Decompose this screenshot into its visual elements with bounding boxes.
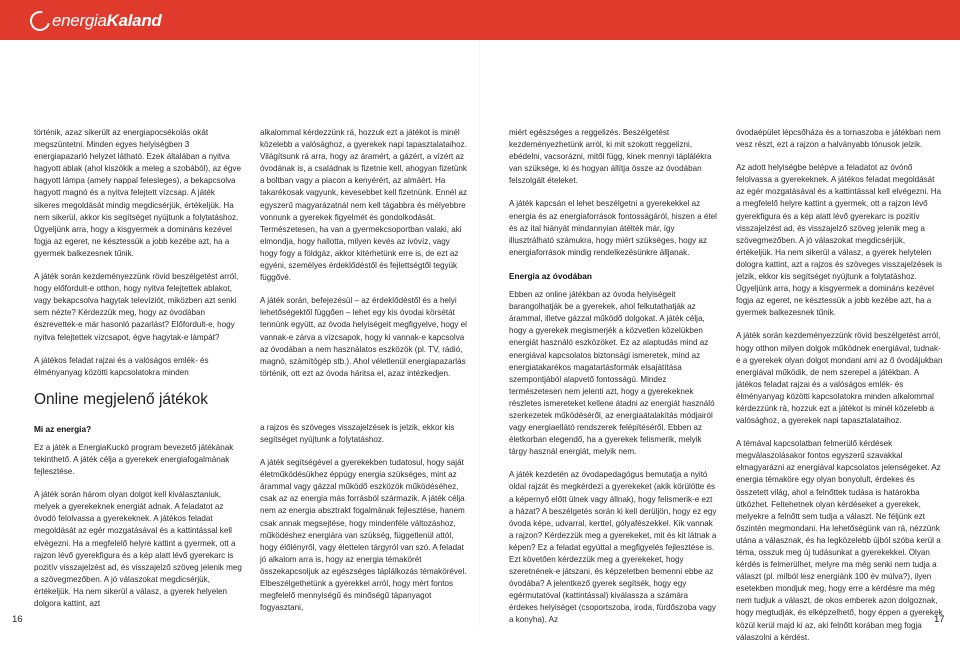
paragraph: A játék során három olyan dolgot kell kiválasztaniuk, melyek a gyerekeknek energiát adnak. A feladatot az óvodó felolvassa a gyerekeknek. A játékos feladat megoldását az egér mozgatásával és a kattintással kell elvégezni. Ha a megfelelő helyre kattint a gyermek, ott a rajzon lévő gyerekfigura és a kép alatt lévő gyerekarc is pozitív visszajelzést ad, és visszajelző szöveg jelenik meg a szövegmezőben. A jó válaszokat megdicsérjük, értékeljük. Ha nem sikerül a válasz, a gyerek helyelen dolgora kattint, azt [34, 490, 242, 608]
paragraph: A játék során kezdeményezzünk rövid beszélgetést arról, hogy előfordult-e otthon, hogy nyitva felejtettek ablakot, vagy bekapcsolva hagytak televíziót, miközben azt senki sem nézte? Kérdezzük meg, hogy az óvodában észrevettek-e már hasonló pazarlást? Előfordult-e, hogy nyitva felejtettek vízcsapot, égve hagytak-e lámpát? [34, 272, 239, 342]
paragraph: a rajzos és szöveges visszajelzések is jelzik, ekkor kis segítséget nyújtunk a folytatáshoz. [260, 422, 455, 444]
logo-swoosh-icon [26, 7, 53, 34]
column-4 [736, 127, 944, 655]
paragraph: alkalommal kérdezzünk rá, hozzuk ezt a játékot is minél közelebb a valósághoz, a gyerekek napi tapasztalataihoz. Világítsunk rá arra, hogy az áramért, a gázért, a vízért az óvodának is, a családnak is fizetnie kell, ahogyan fizetünk a boltban vagy a piacon a kenyérért, az almáért. Ha takarékosak vagyunk, kevesebbet kell fizetnünk. Ennél az egyszerű magyarázatnál nem kell tágabbra és mélyebbre vonnunk a gyerekek figyelmét és gondolkodását. Természetesen, ha van a gyermekcsoportban valaki, aki elmondja, hogy hallotta, milyen kevés az ivóvíz, vagy hogy fogy a földgáz, akkor kitérhetünk erre is, de ezt az egyéni, személyes érdeklődéstől és fejlettségtől tegyük függővé. [260, 128, 467, 283]
subheading: Mi az energia? [34, 423, 92, 434]
page-number-left: 16 [12, 614, 23, 625]
section-heading: Online megjelenő játékok [34, 390, 209, 408]
paragraph: Az adott helyiségbe belépve a feladatot az óvónő felolvassa a gyerekeknek. A játékos feladat megoldását az egér mozgatásával és a kattintással kell elvégezni. Ha a megfelelő helyre kattint a gyermek, ott a rajzon lévő gyerekfigura és a kép alatt lévő gyerekarc is pozitív visszajelzést ad, és visszajelző szöveg jelenik meg a szövegmezőben. A jó válaszokat megdicsérjük, értékeljük. Ha nem sikerül a válasz, a gyerek helytelen dologra kattint, azt a rajzos és szöveges visszajelzések is jelzik, ekkor kis segítséget nyújtunk a folytatáshoz. Ügyeljünk arra, hogy a kisgyermek a domináns kezével fogja az egeret, ne késztessük a jobb kezébe azt, ha a gyermek balkezesnek tűnik. [736, 163, 943, 318]
paragraph: A játék során kezdeményezzünk rövid beszélgetést arról, hogy otthon milyen dolgok működnek energiával, tudnak-e a gyerekek olyan dolgot mondani ami az ő óvodájukban energiával működik, de nem szerepel a játékban. A játékos feladat rajzai és a valóságos emlék- és élményanyag közötti kapcsolatokra minden alkalommal kérdezzünk rá, hozzuk ezt a játékot is minél közelebb a valósághoz, a gyerekek napi tapasztalataihoz. [736, 331, 943, 426]
paragraph: miért egészséges a reggelizés. Beszélgetést kezdeményezhetünk arról, ki mit szokott reggelizni, ebédelni, vacsorázni, mitől függ, kinek mennyi táplálékra van szüksége, ki és hogyan állítja össze az óvodában felszolgált ételeket. [509, 128, 712, 186]
paragraph: A játék kezdetén az óvodapedagógus bemutatja a nyitó oldal rajzát és megkérdezi a gyerekeket (akik körülötte és a képernyő előtt ülnek vagy állnak), hogy felismerik-e ezt a házat? A beszélgetés során ki kell derüljön, hogy ez egy óvoda képe, udvarral, kerttel, gólyafészekkel. Kik vannak a rajzon? Kérdezzük meg a gyerekeket, mit és kit látnak a képen? Ez a feladat egyúttal a megfigyelés fejlesztése is. Ezt követően kérdezzük meg a gyerekeket, hogy szeretnének-e játszani, és képzeletben bemenni ebbe az óvodába? A jelentkező gyerek segítsék, hogy egy egérmutatóval (kattintással) kiválassza a számára érdekes helyiséget (csoportszoba, iroda, fürdőszoba vagy a konyha). Az [509, 470, 717, 625]
paragraph: Ez a játék a EnergiaKuckó program bevezető játékának tekinthető. A játék célja a gyerekek energiafogalmának fejlesztése. [34, 442, 234, 477]
column-1 [34, 127, 242, 621]
subheading: Energia az óvodában [509, 270, 592, 281]
paragraph: A játékos feladat rajzai és a valóságos emlék- és élményanyag közötti kapcsolatokra minden [34, 355, 209, 377]
paragraph: A témával kapcsolatban felmerülő kérdések megválaszolásakor fontos egyszerű szavakkal elmagyarázni az energiával kapcsolatos jelenségeket. Az energia témaköre egy olyan bonyolult, érdekes és összetett világ, ahol a felnőttek tudása is határokba ütközhet. Feltehetnek olyan kérdéseket a gyerekek, melyekre a felnőtt sem tudja a választ. Ne féljünk ezt őszintén megmondani. Ha lehetőségünk van rá, nézzünk utána a válasznak, és ha legközelebb újból szóba kerül a téma, osszuk meg új tudásunkat a gyerekekkel. Olyan kérdés is felmerülhet, melyre ma még senki nem tudja a választ (pl. milból lesz energiánk 100 év múlva?), ilyen esetekben mondjuk meg, hogy erre a kérdésre ma még nem tudjuk a választ, de okos emberek azon dolgoznak, hogy megtudják, és elképzelhető, hogy éppen a gyerekek közül kerül majd ki az, aki felnőtt korában meg fogja válaszolni a kérdést. [736, 439, 943, 642]
paragraph: A játék során, befejezésül – az érdeklődéstől és a helyi lehetőségektől függően – lehet egy kis óvodai körsétát tennünk együtt, az óvoda helyiségeit megfigyelve, hogy el vannak-e zárva a vízcsapok, hogy ki vannak-e kapcsolva az óvodában a nem használatos eszközök (pl. TV, rádió, magnó, számítógép stb.). Ahol véletlenül energiapazarlás történik, ott ezt az óvoda háritsa el, azaz intézkedjen. [260, 296, 467, 378]
paragraph: történik, azaz sikerült az energiapocsékolás okát megszüntetni. Minden egyes helyiségben 3 energiapazarló helyzet látható. Ezek általában a nyitva hagyott ablak (ahol kiszökik a meleg a szobából), az égve hagyott lámpa (amely nappal felesleges), a bekapcsolva hagyott magnó és a nyitva felejtett vízcsap. A játék sikeres megoldását mindig megdicsérjük, értékeljük. Ha nem sikerül, akkor kis segítséget nyújtunk a folytatáshoz. Ügyeljünk arra, hogy a kisgyermek a domináns kezével fogja az egeret, ne késztessük a jobb kezébe azt, ha a gyermek balkezesnek tűnik. [34, 128, 241, 258]
paragraph: óvodaépület lépcsőháza és a tornaszoba e játékban nem vesz részt, ezt a rajzon a halványabb tónusok jelzik. [736, 128, 941, 150]
paragraph: Ebben az online játékban az óvoda helyiségeit barangolhatják be a gyerekek, ahol felkutathatják az árammal, illetve gázzal működő dolgokat. A játék célja, hogy a gyerekek megismerjék a közvetlen közelükben energiát használó eszközöket. Ez az alaptudás mind az energiával kapcsolatos biztonsági ismeretek, mind az energiatakarékos magatartásformák elsajátítása szempontjából alapvető fontosságú. Mindez természetesen nem jelenti azt, hogy a gyerekeknek részletes ismereteket kellene átadni az energiát használó szerkezetek működéséről, az energiaátalakítás módjairól vagy energiaellátó rendszerek felépítéséről. Ebben az életkorban elegendő, ha a gyerekek felismerik, melyik tárgy használ energiát, melyik nem. [509, 290, 715, 457]
energiakaland-logo [30, 9, 162, 33]
page-gutter [479, 40, 481, 626]
paragraph: A játék kapcsán el lehet beszélgetni a gyerekekkel az energia és az energiaforrások fontosságáról, hiszen a étel és az ital hiányát mindannyian átélték már, így illusztrálható számukra, hogy miért szükséges, hogy az energiaforrások mindig rendelkezésünkre álljanak. [509, 199, 717, 257]
logo-energia-text: energia [52, 11, 107, 30]
column-2 [260, 127, 468, 625]
logo-kaland-text: Kaland [106, 11, 162, 30]
column-3 [509, 127, 717, 638]
paragraph: A játék segítségével a gyerekekben tudatosul, hogy saját életműködésükhez éppúgy energia szükséges, mint az árammal vagy gázzal működő eszközök működéséhez, csak az az energia más forrásból származik. A játék célja nem az energia absztrakt fogalmának fejlesztése, hanem csak annak megsejtése, hogy mindenféle változáshoz, működéshez energiára van szükség, függetlenül attól, hogy élőlényről, vagy élettelen tárgyról van szó. A feladat jó alkalom arra is, hogy az energia témakörét összekapcsoljuk az egészséges táplálkozás témakörével. Elbeszélgethetünk a gyerekkel arról, hogy mért fontos megfelelő mennyiségű és minőségű tápanyagot fogyasztani, [260, 458, 467, 613]
page-number-right: 17 [934, 614, 945, 625]
